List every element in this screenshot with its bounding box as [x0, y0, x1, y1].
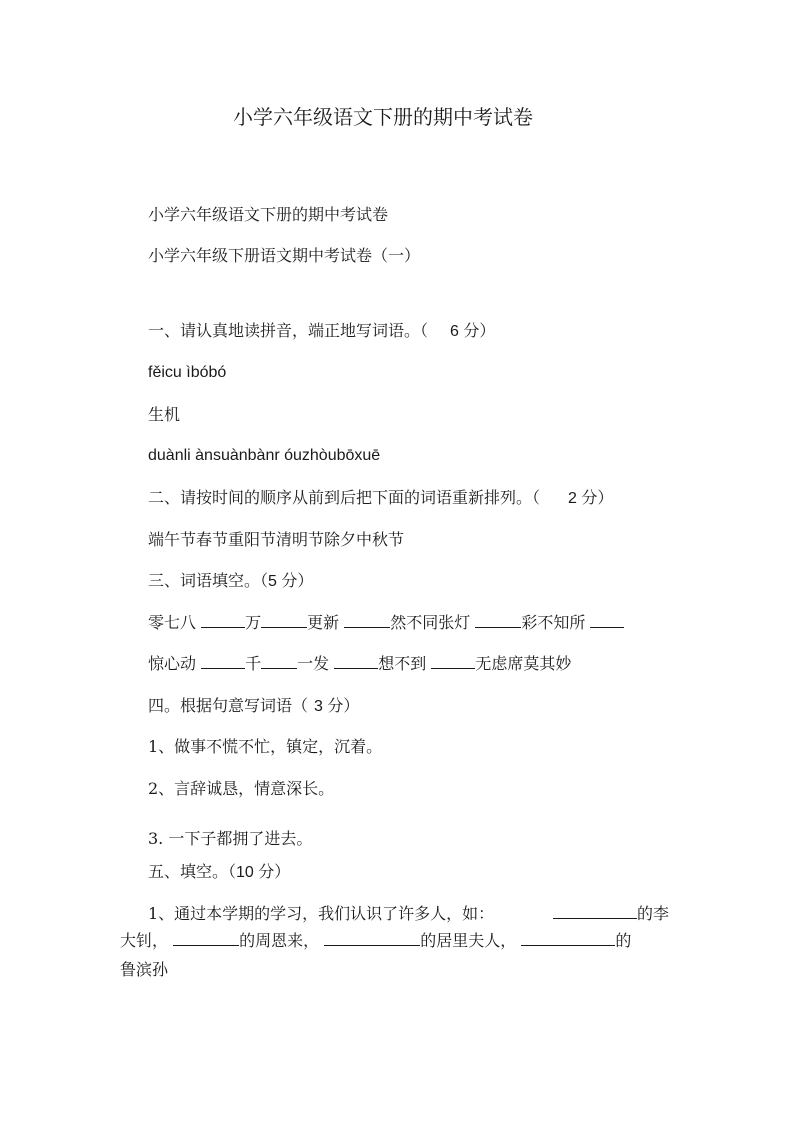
blank-2-2[interactable] — [261, 654, 297, 669]
pinyin-line-1: fěicu ìbóbó — [148, 364, 227, 381]
blank-1-3[interactable] — [344, 613, 390, 628]
blank-1-2[interactable] — [261, 613, 307, 628]
section-2-heading-text: 二、请按时间的顺序从前到后把下面的词语重新排列。（ — [148, 488, 541, 507]
section-4-heading — [148, 696, 359, 717]
section-5-item-1-e: 的 — [615, 931, 632, 950]
section-5-points: 10 分） — [236, 864, 291, 881]
blank-5-2[interactable] — [173, 931, 239, 946]
blank-5-3[interactable] — [324, 931, 420, 946]
pinyin-line-2: duànli ànsuànbànr óuzhòubōxuē — [148, 447, 381, 464]
section-5-item-1-a: 的李 — [637, 904, 670, 923]
section-3-heading-text: 三、词语填空。（ — [148, 571, 269, 590]
fill-row-1-text-1: 零七八 — [148, 613, 197, 632]
section-5-item-1-line-1 — [148, 904, 494, 924]
subtitle-2: 小学六年级下册语文期中考试卷（一） — [148, 246, 421, 265]
document-title: 小学六年级语文下册的期中考试卷 — [233, 105, 533, 129]
fill-row-1-text-2: 万 — [245, 613, 262, 632]
section-1-heading-text: 一、请认真地读拼音，端正地写词语。（ — [148, 321, 429, 340]
fill-row-2 — [148, 654, 571, 674]
subtitle-1: 小学六年级语文下册的期中考试卷 — [148, 205, 389, 224]
section-5-item-1-b: 大钊， — [120, 931, 169, 950]
blank-1-5[interactable] — [590, 613, 624, 628]
section-4-heading-text: 四。根据句意写词语（ — [148, 696, 309, 715]
section-2-heading — [148, 488, 613, 509]
section-4-item-2: 2、言辞诚恳，情意深长。 — [148, 779, 335, 798]
section-5-item-1-line-3: 鲁滨孙 — [120, 960, 169, 979]
blank-1-4[interactable] — [475, 613, 521, 628]
section-1-heading — [148, 321, 495, 342]
section-2-points: 2 分） — [568, 490, 614, 507]
fill-row-1-text-5: 彩不知所 — [521, 613, 586, 632]
blank-2-3[interactable] — [334, 654, 378, 669]
section-5-item-1-line-2 — [120, 931, 631, 951]
section-2-words: 端午节春节重阳节清明节除夕中秋节 — [148, 530, 405, 549]
fill-row-2-text-1: 惊心动 — [148, 654, 197, 673]
fill-row-1 — [148, 613, 624, 633]
section-5-heading-text: 五、填空。（ — [148, 862, 237, 881]
blank-2-4[interactable] — [431, 654, 475, 669]
blank-2-1[interactable] — [201, 654, 245, 669]
fill-row-2-text-2: 千 — [245, 654, 262, 673]
section-3-heading — [148, 571, 313, 592]
section-5-item-1-c: 的周恩来， — [239, 931, 320, 950]
blank-1-1[interactable] — [201, 613, 245, 628]
section-3-points: 5 分） — [268, 573, 314, 590]
blank-5-4[interactable] — [521, 931, 615, 946]
section-5-item-1-intro: 1、通过本学期的学习，我们认识了许多人，如： — [148, 904, 495, 923]
fill-row-2-text-5: 无虑席莫其妙 — [475, 654, 572, 673]
section-4-item-1: 1、做事不慌不忙，镇定，沉着。 — [148, 737, 383, 756]
section-4-points: 3 分） — [314, 698, 360, 715]
section-5-item-1-d: 的居里夫人， — [420, 931, 517, 950]
fill-row-1-text-3: 更新 — [307, 613, 340, 632]
word-line-1: 生机 — [148, 405, 181, 424]
fill-row-2-text-3: 一发 — [297, 654, 330, 673]
section-4-item-3: 3. 一下子都拥了进去。 — [148, 829, 313, 848]
section-1-points: 6 分） — [450, 323, 496, 340]
fill-row-2-text-4: 想不到 — [378, 654, 427, 673]
fill-row-1-text-4: 然不同张灯 — [390, 613, 471, 632]
section-5-heading — [148, 862, 290, 883]
section-5-item-1-line-1-end — [553, 904, 669, 924]
blank-5-1[interactable] — [553, 904, 637, 919]
